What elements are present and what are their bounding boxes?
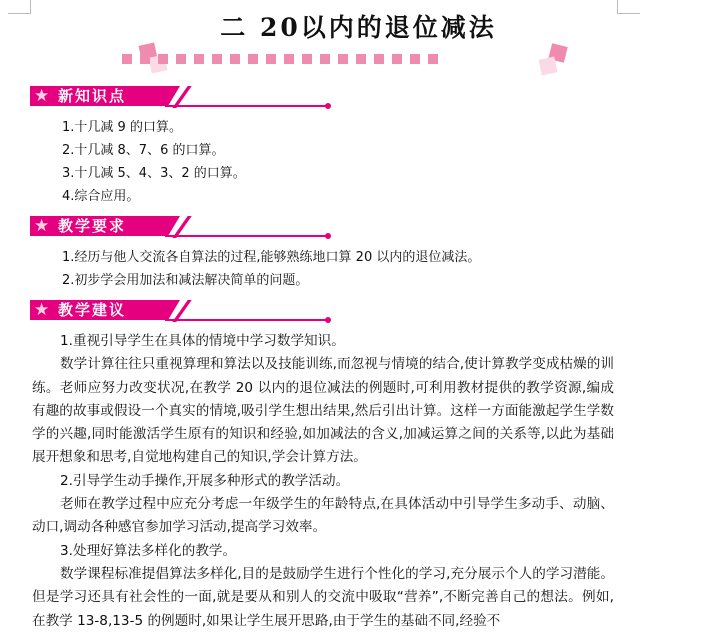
- divider-dot: [356, 54, 366, 64]
- list-item: 2.初步学会用加法和减法解决简单的问题。: [62, 273, 309, 288]
- margin-corner-right: [617, 0, 640, 14]
- paragraph: 3.处理好算法多样化的教学。: [60, 542, 237, 559]
- list-item: 4.综合应用。: [62, 189, 140, 204]
- divider-dot: [428, 54, 438, 64]
- list-item: 1.经历与他人交流各自算法的过程,能够熟练地口算 20 以内的退位减法。: [62, 250, 481, 265]
- chapter-title: 二 20以内的退位减法: [220, 13, 497, 42]
- paragraph: 数学计算往往只重视算理和算法以及技能训练,而忽视与情境的结合,使计算教学变成枯燥的训练。老师应努力改变状况,在教学 20 以内的退位减法的例题时,可利用教材提供的教学资源,编成有趣的故事或假设一个真实的情境,吸引学生想出结果,然后引出计算。这样一方面能激起学生学数学的兴趣,同时能激活学生原有的知识和经验,如加减法的含义,加减运算之间的关系等,以此为基础展开想象和思考,自觉地构建自己的知识,学会计算方法。: [32, 356, 614, 466]
- section-header-new-knowledge: [30, 86, 340, 110]
- star-icon: ★: [34, 300, 50, 320]
- margin-corner-left: [8, 0, 31, 14]
- divider-dot: [122, 54, 132, 64]
- divider-dot: [194, 54, 204, 64]
- divider-dot: [338, 54, 348, 64]
- section-heading: 新知识点: [58, 87, 127, 105]
- list-item: 1.十几减 9 的口算。: [62, 120, 182, 135]
- divider-dot: [248, 54, 258, 64]
- divider-dot: [140, 54, 150, 64]
- list-item: 3.十几减 5、4、3、2 的口算。: [62, 166, 246, 181]
- divider-dot: [212, 54, 222, 64]
- title-dotted-divider: [122, 54, 438, 64]
- paragraph: 数学课程标准提倡算法多样化,目的是鼓励学生进行个性化的学习,充分展示个人的学习潜能。但是学习还具有社会性的一面,就是要从和别人的交流中吸取“营养”,不断完善自己的想法。例如,在教学 13-8,13-5 的例题时,如果让学生展开思路,由于学生的基础不同,经验不: [32, 565, 614, 629]
- divider-dot: [176, 54, 186, 64]
- section-heading: 教学建议: [58, 301, 127, 319]
- divider-dot: [158, 54, 168, 64]
- divider-dot: [302, 54, 312, 64]
- star-icon: ★: [34, 86, 50, 106]
- star-icon: ★: [34, 216, 50, 236]
- title-decoration: [0, 44, 717, 78]
- paragraph: 2.引导学生动手操作,开展多种形式的教学活动。: [60, 472, 350, 489]
- paragraph: 1.重视引导学生在具体的情境中学习数学知识。: [60, 333, 345, 349]
- divider-dot: [320, 54, 330, 64]
- new-knowledge-list: [0, 116, 717, 208]
- divider-dot: [284, 54, 294, 64]
- divider-dot: [230, 54, 240, 64]
- section-heading: 教学要求: [58, 217, 127, 235]
- suggestions-body: [32, 330, 614, 643]
- decor-square: [539, 57, 558, 76]
- divider-dot: [374, 54, 384, 64]
- divider-dot: [392, 54, 402, 64]
- requirements-list: [0, 246, 717, 292]
- paragraph: 老师在教学过程中应充分考虑一年级学生的年龄特点,在具体活动中引导学生多动手、动脑、动口,调动各种感官参加学习活动,提高学习效率。: [32, 496, 614, 536]
- list-item: 2.十几减 8、7、6 的口算。: [62, 143, 225, 158]
- section-header-requirements: [30, 216, 340, 240]
- divider-dot: [410, 54, 420, 64]
- section-header-suggestions: [30, 300, 340, 324]
- divider-dot: [266, 54, 276, 64]
